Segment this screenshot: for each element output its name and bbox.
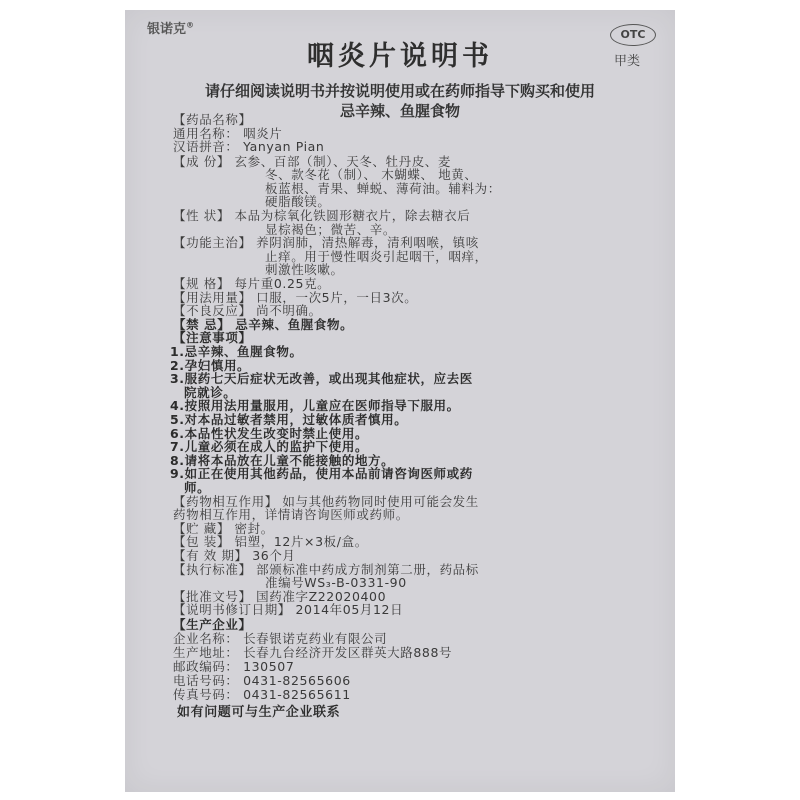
company-address: 生产地址： 长春九台经济开发区群英大路888号 xyxy=(173,645,453,661)
precaution-item: 8.请将本品放在儿童不能接触的地方。 xyxy=(170,452,395,468)
packaging: 【包 装】 铝塑，12片×3板/盒。 xyxy=(173,534,368,550)
specification: 【规 格】 每片重0.25克。 xyxy=(173,276,331,291)
standard-cont: 准编号WS₃-B-0331-90 xyxy=(265,575,407,591)
ingredients-cont: 冬、款冬花（制）、 木蝴蝶、 地黄、 xyxy=(265,167,478,183)
brand-logo: 银诺克® xyxy=(147,20,195,37)
ingredients: 【成 份】 玄参、百部（制）、天冬、牡丹皮、麦 xyxy=(173,153,451,169)
indications: 【功能主治】 养阴润肺，清热解毒，清利咽喉，镇咳 xyxy=(173,235,479,251)
drug-category: 甲类 xyxy=(614,54,641,69)
shelf-life: 【有 效 期】 36个月 xyxy=(173,548,296,563)
otc-badge: OTC xyxy=(610,24,656,46)
fax-number: 传真号码： 0431-82565611 xyxy=(173,687,351,703)
ingredients-cont: 硬脂酸镁。 xyxy=(265,194,331,210)
ingredients-cont: 板蓝根、青果、蝉蜕、薄荷油。辅料为： xyxy=(265,180,501,196)
revision-date: 【说明书修订日期】 2014年05月12日 xyxy=(173,602,404,618)
indications-cont: 止痒。用于慢性咽炎引起咽干，咽痒， xyxy=(265,248,488,264)
precaution-item: 2.孕妇慎用。 xyxy=(170,357,251,373)
reading-notice: 请仔细阅读说明书并按说明使用或在药师指导下购买和使用 xyxy=(204,82,595,100)
precaution-item: 1.忌辛辣、鱼腥食物。 xyxy=(170,344,303,359)
standard: 【执行标准】 部颁标准中药成方制剂第二册，药品标 xyxy=(173,561,479,577)
contraindications: 【禁 忌】 忌辛辣、鱼腥食物。 xyxy=(173,316,354,332)
document-title: 咽炎片说明书 xyxy=(307,41,493,72)
pinyin-name: 汉语拼音： Yanyan Pian xyxy=(173,139,325,155)
contact-footer: 如有问题可与生产企业联系 xyxy=(177,705,341,721)
section-drug-name: 【药品名称】 xyxy=(173,112,252,127)
phone-number: 电话号码： 0431-82565606 xyxy=(173,673,351,689)
dietary-warning: 忌辛辣、鱼腥食物 xyxy=(339,102,460,120)
section-precautions: 【注意事项】 xyxy=(173,330,252,346)
drug-interactions: 【药物相互作用】 如与其他药物同时使用可能会发生 xyxy=(173,493,479,509)
precaution-item-cont: 院就诊。 xyxy=(184,384,237,400)
storage: 【贮 藏】 密封。 xyxy=(173,520,274,536)
precaution-item: 6.本品性状发生改变时禁止使用。 xyxy=(170,425,369,441)
precaution-item: 9.如正在使用其他药品，使用本品前请咨询医师或药 xyxy=(170,466,473,482)
company-name: 企业名称： 长春银诺克药业有限公司 xyxy=(173,631,388,647)
precaution-item: 3.服药七天后症状无改善，或出现其他症状，应去医 xyxy=(170,371,473,387)
generic-name: 通用名称： 咽炎片 xyxy=(173,125,283,141)
approval-number: 【批准文号】 国药准字Z22020400 xyxy=(173,588,387,604)
drug-interactions-cont: 药物相互作用，详情请咨询医师或药师。 xyxy=(173,507,409,523)
precaution-item-cont: 师。 xyxy=(184,480,211,495)
indications-cont: 刺激性咳嗽。 xyxy=(265,262,344,278)
precaution-item: 5.对本品过敏者禁用，过敏体质者慎用。 xyxy=(170,412,408,427)
section-manufacturer: 【生产企业】 xyxy=(173,617,252,633)
precaution-item: 7.儿童必须在成人的监护下使用。 xyxy=(170,439,369,455)
postal-code: 邮政编码： 130507 xyxy=(173,659,295,675)
appearance-cont: 显棕褐色；微苦、辛。 xyxy=(265,221,397,237)
appearance: 【性 状】 本品为棕氧化铁圆形糖衣片，除去糖衣后 xyxy=(173,208,471,223)
dosage: 【用法用量】 口服，一次5片，一日3次。 xyxy=(173,289,418,305)
precaution-item: 4.按照用法用量服用，儿童应在医师指导下服用。 xyxy=(170,398,460,414)
adverse-reactions: 【不良反应】 尚不明确。 xyxy=(173,303,322,319)
